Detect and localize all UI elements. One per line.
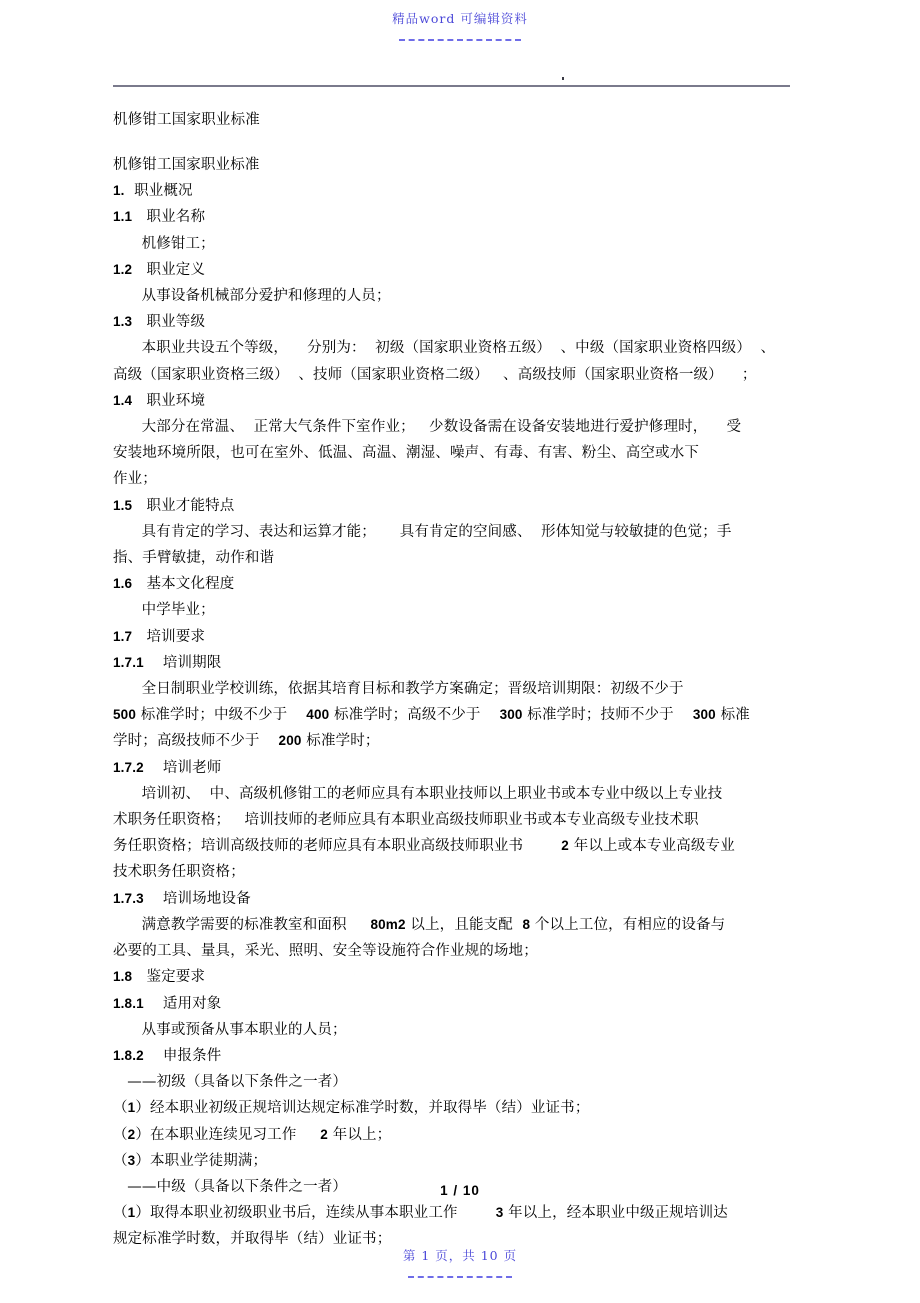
- section-number: 1.8: [113, 969, 133, 985]
- section-number: 1.7.3: [113, 890, 144, 906]
- line-text: 鉴定要求: [132, 969, 206, 986]
- line-text: 指、手臂敏捷，动作和谐: [113, 550, 275, 567]
- line-text: 从事设备机械部分爱护和修理的人员；: [113, 288, 391, 305]
- body-line: [113, 545, 790, 571]
- line-text: 职业才能特点: [132, 497, 235, 514]
- watermark-bottom-underline: [0, 1263, 920, 1282]
- header-rule: [113, 85, 790, 87]
- body-line: [113, 676, 790, 702]
- watermark-top-underline: [0, 26, 920, 45]
- line-text: 基本文化程度: [132, 576, 235, 593]
- section-line: [113, 755, 790, 781]
- line-text: 培训初、 中、高级机修钳工的老师应具有本职业技师以上职业书或本专业中级以上专业技: [113, 785, 723, 802]
- section-number: 1.5: [113, 497, 133, 513]
- body-line: [113, 859, 790, 885]
- body-line: [113, 283, 790, 309]
- body-line: [113, 1069, 790, 1095]
- inline-number: 2: [561, 838, 569, 854]
- inline-number: 80m2: [370, 916, 406, 932]
- section-line: [113, 650, 790, 676]
- line-text: 大部分在常温、 正常大气条件下室作业； 少数设备需在设备安装地进行爱护修理时， 受: [113, 419, 742, 436]
- section-line: [113, 886, 790, 912]
- body-line: [113, 519, 790, 545]
- line-text: 规定标准学时数，并取得毕（结）业证书；: [113, 1231, 392, 1248]
- line-text: ——初级（具备以下条件之一者）: [113, 1074, 348, 1091]
- line-text: （1）取得本职业初级职业书后，连续从事本职业工作 3 年以上，经本职业中级正规培训达: [113, 1205, 728, 1222]
- line-text: 500 标准学时；中级不少于 400 标准学时；高级不少于 300 标准学时；技师不少于 300 标准: [113, 707, 750, 724]
- inline-number: 300: [499, 707, 523, 723]
- section-line: [113, 178, 790, 204]
- section-number: 1.6: [113, 576, 133, 592]
- line-text: 作业；: [113, 471, 157, 488]
- line-text: 机修钳工；: [113, 235, 215, 252]
- inline-number: 1: [127, 1205, 136, 1221]
- section-line: [113, 388, 790, 414]
- line-text: 安装地环境所限，也可在室外、低温、高温、潮湿、噪声、有毒、有害、粉尘、高空或水下: [113, 445, 699, 462]
- section-line: [113, 257, 790, 283]
- body-line: [113, 1095, 790, 1121]
- section-line: [113, 204, 790, 230]
- body-line: [113, 807, 790, 833]
- body-line: [113, 1122, 790, 1148]
- inline-number: 300: [692, 707, 716, 723]
- section-number: 1.8.2: [113, 1047, 144, 1063]
- body-line: [113, 362, 790, 388]
- line-text: 适用对象: [143, 995, 222, 1012]
- body-line: [113, 938, 790, 964]
- line-text: 职业名称: [132, 209, 206, 226]
- line-text: 职业等级: [132, 314, 206, 331]
- line-text: （3）本职业学徒期满；: [113, 1152, 268, 1169]
- inline-number: 2: [127, 1126, 136, 1142]
- line-text: 培训期限: [143, 654, 222, 671]
- section-line: [113, 991, 790, 1017]
- section-line: [113, 624, 790, 650]
- line-text: 从事或预备从事本职业的人员；: [113, 1021, 347, 1038]
- body-line: [113, 597, 790, 623]
- line-text: 术职务任职资格； 培训技师的老师应具有本职业高级技师职业书或本专业高级专业技术职: [113, 812, 699, 829]
- body-line: [113, 702, 790, 728]
- inline-number: 200: [278, 733, 302, 749]
- section-number: 1.7: [113, 628, 133, 644]
- section-number: 1.: [113, 183, 125, 199]
- inline-number: 3: [127, 1152, 136, 1168]
- body-line: [113, 781, 790, 807]
- inline-number: 3: [495, 1205, 504, 1221]
- body-line: [113, 1200, 790, 1226]
- document-body: [113, 152, 790, 1253]
- section-line: [113, 1043, 790, 1069]
- section-line: [113, 493, 790, 519]
- watermark-top: 精品word 可编辑资料: [392, 11, 528, 26]
- line-text: 学时；高级技师不少于 200 标准学时；: [113, 733, 380, 750]
- line-text: （2）在本职业连续见习工作 2 年以上；: [113, 1126, 392, 1143]
- line-text: 高级（国家职业资格三级） 、技师（国家职业资格二级） 、高级技师（国家职业资格一级） ；: [113, 366, 757, 383]
- section-number: 1.3: [113, 314, 133, 330]
- line-text: 满意教学需要的标准教室和面积 80m2 以上，且能支配 8 个以上工位，有相应的设备与: [113, 916, 726, 933]
- body-line: [113, 335, 790, 361]
- line-text: 培训场地设备: [143, 890, 251, 907]
- inline-number: 500: [113, 707, 136, 723]
- section-number: 1.7.2: [113, 759, 144, 775]
- inline-number: 1: [127, 1100, 136, 1116]
- line-text: （1）经本职业初级正规培训达规定标准学时数，并取得毕（结）业证书；: [113, 1100, 590, 1117]
- inline-number: 2: [320, 1126, 328, 1142]
- section-line: [113, 309, 790, 335]
- document-page: [113, 110, 790, 1253]
- body-line: [113, 414, 790, 440]
- inline-number: 8: [522, 916, 531, 932]
- document-heading-repeat: 机修钳工国家职业标准: [113, 157, 260, 173]
- line-text: 培训要求: [132, 628, 206, 645]
- header-dot: [562, 77, 564, 80]
- line-text: 中学毕业；: [113, 602, 215, 619]
- page-title: 机修钳工国家职业标准: [113, 112, 260, 128]
- section-number: 1.8.1: [113, 995, 144, 1011]
- line-text: ——中级（具备以下条件之一者）: [113, 1178, 348, 1195]
- body-line: [113, 231, 790, 257]
- line-text: 全日制职业学校训练，依据其培育目标和教学方案确定；晋级培训期限：初级不少于: [113, 681, 684, 698]
- inline-number: 400: [306, 707, 330, 723]
- watermark-bottom: 第 1 页，共 10 页: [402, 1248, 518, 1263]
- page-number: 1 / 10: [440, 1183, 480, 1198]
- body-line: [113, 833, 790, 859]
- line-text: 技术职务任职资格；: [113, 864, 245, 881]
- line-text: 申报条件: [143, 1047, 222, 1064]
- section-number: 1.7.1: [113, 654, 144, 670]
- body-line: [113, 1148, 790, 1174]
- line-text: 务任职资格；培训高级技师的老师应具有本职业高级技师职业书 2 年以上或本专业高级专业: [113, 838, 735, 855]
- body-line: [113, 466, 790, 492]
- section-number: 1.4: [113, 392, 133, 408]
- body-line: [113, 440, 790, 466]
- line-text: 职业概况: [124, 183, 193, 200]
- line-text: 培训老师: [143, 759, 222, 776]
- line-text: 职业定义: [132, 261, 206, 278]
- section-line: [113, 964, 790, 990]
- body-line: [113, 1017, 790, 1043]
- section-line: [113, 571, 790, 597]
- body-line: [113, 728, 790, 754]
- line-text: 职业环境: [132, 392, 206, 409]
- body-line: [113, 912, 790, 938]
- line-text: 必要的工具、量具，采光、照明、安全等设施符合作业规的场地；: [113, 943, 538, 960]
- section-number: 1.1: [113, 209, 133, 225]
- section-number: 1.2: [113, 261, 133, 277]
- line-text: 具有肯定的学习、表达和运算才能； 具有肯定的空间感、 形体知觉与较敏捷的色觉；手: [113, 523, 732, 540]
- line-text: 本职业共设五个等级， 分别为： 初级（国家职业资格五级） 、中级（国家职业资格四级） 、: [113, 340, 776, 357]
